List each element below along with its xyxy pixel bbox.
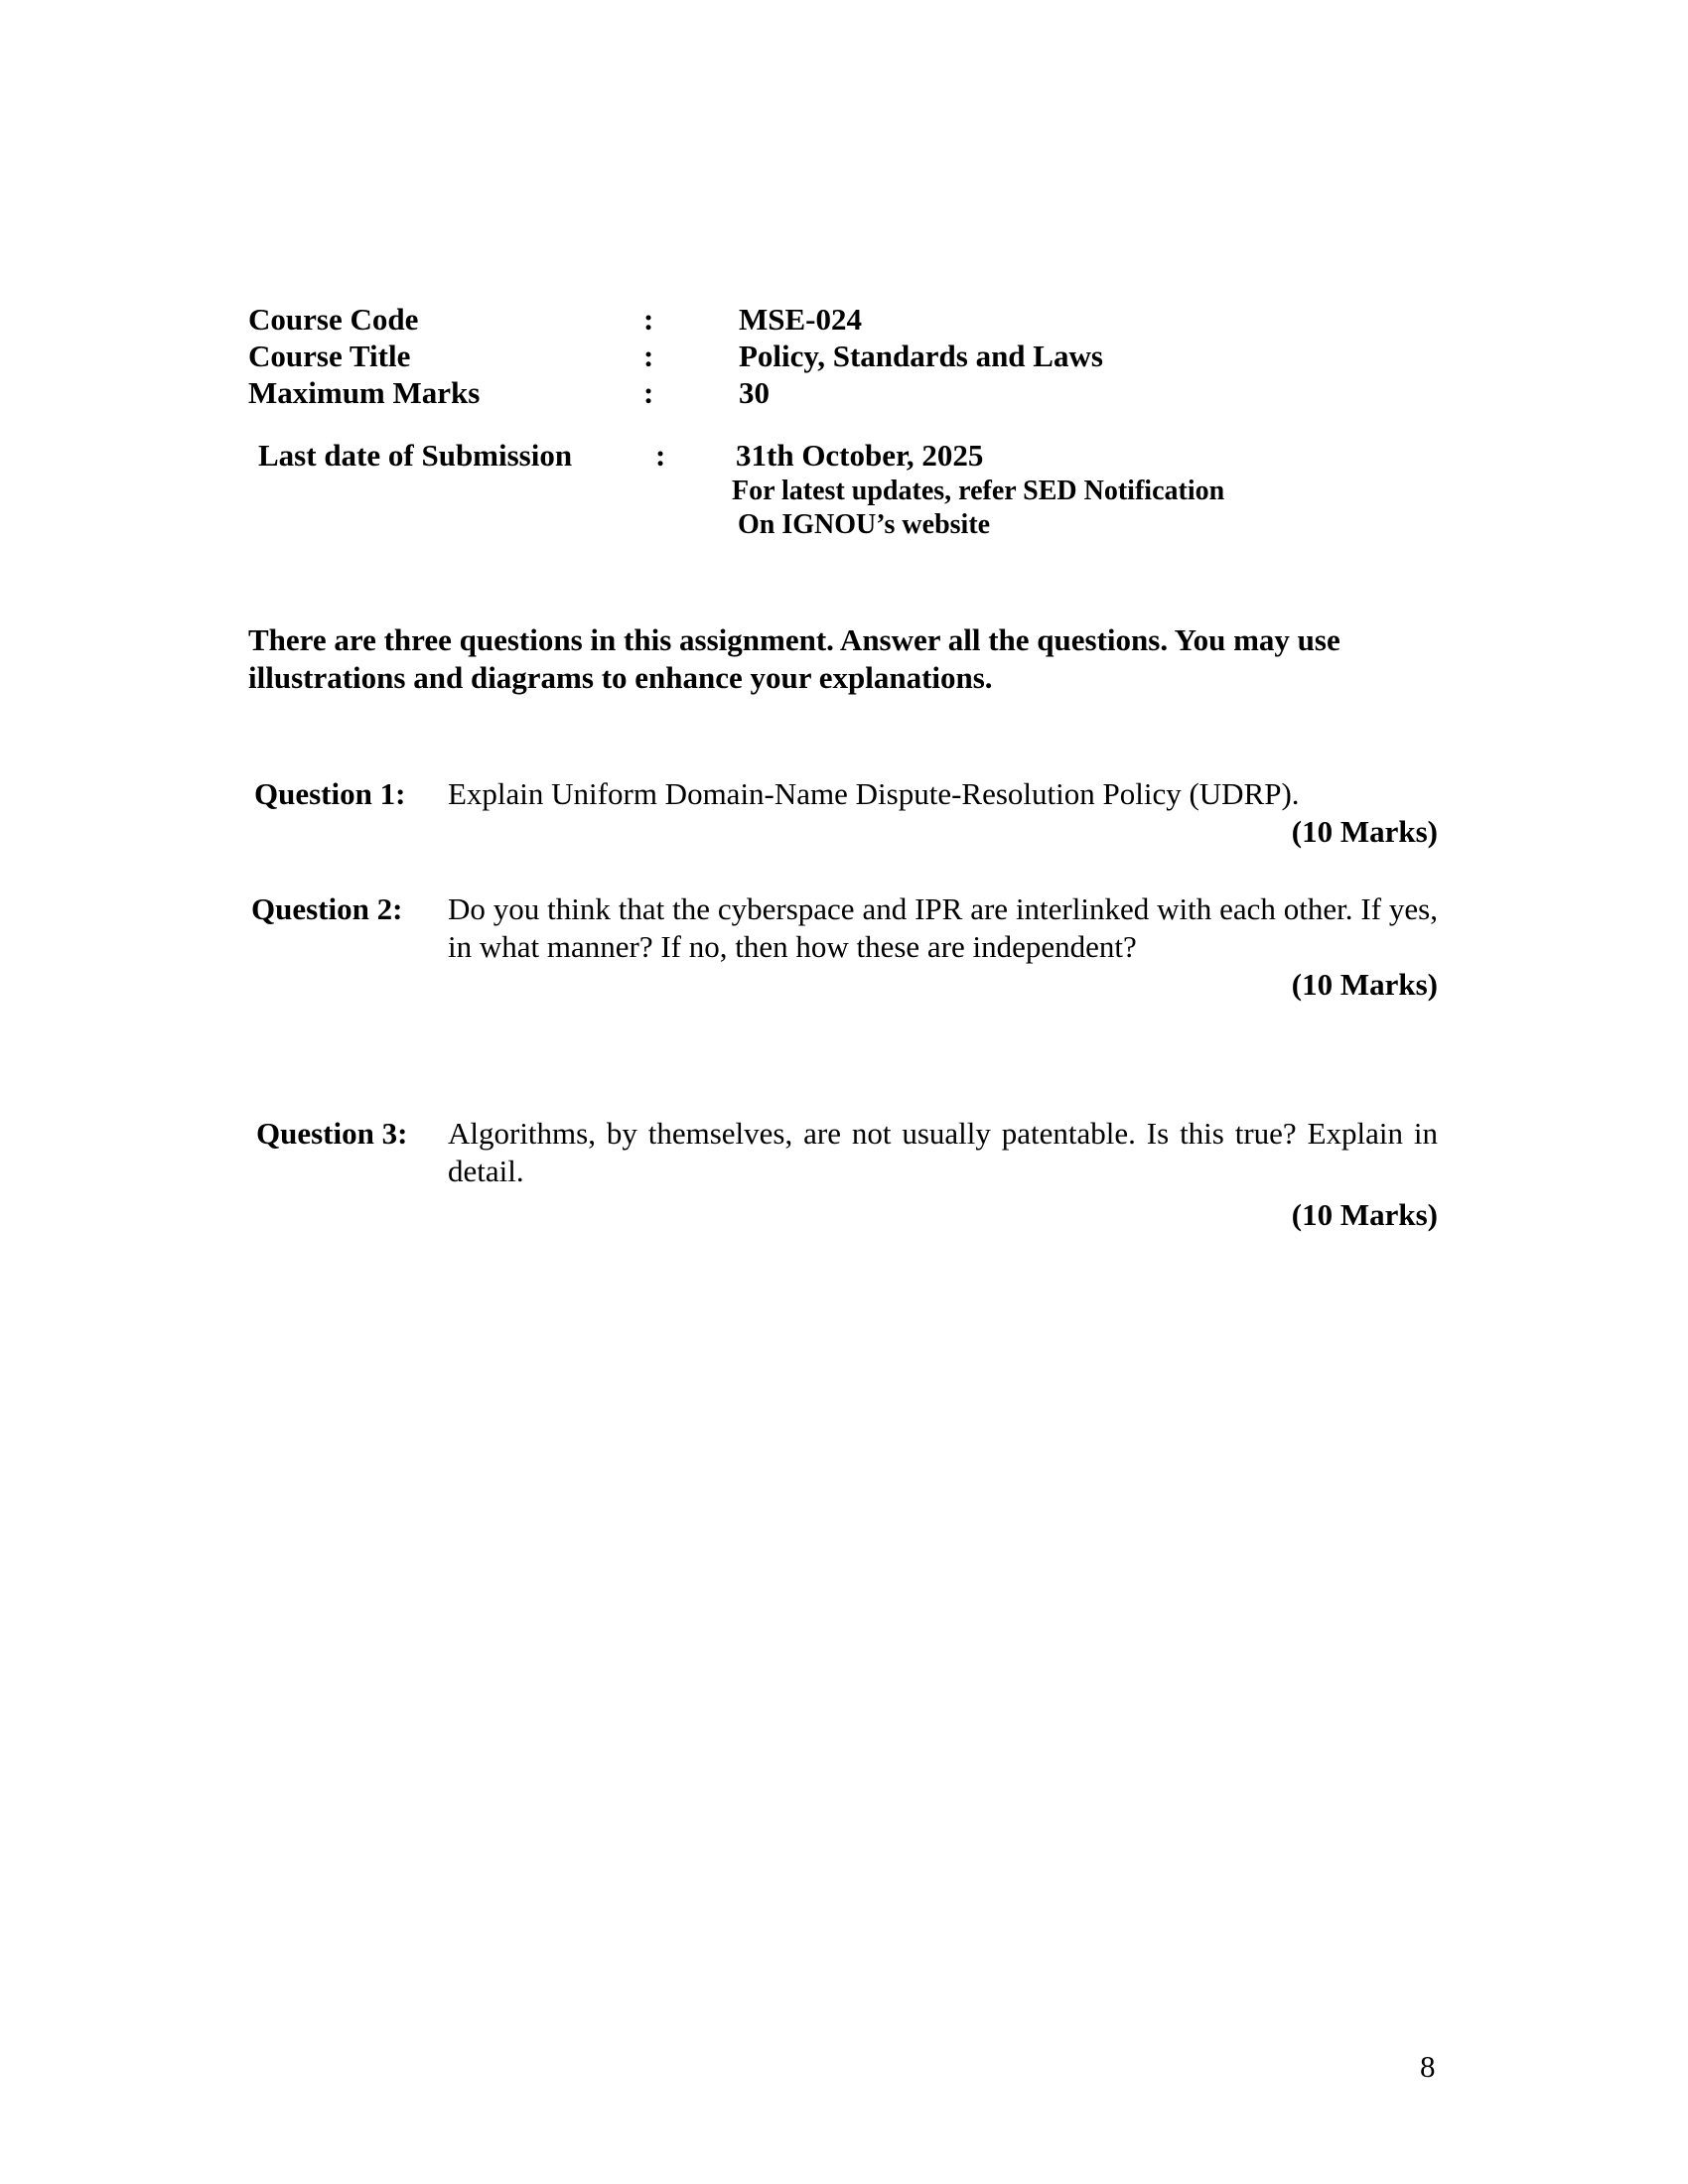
course-title-separator: : <box>643 339 654 373</box>
course-code-value: MSE-024 <box>739 302 862 337</box>
submission-date-separator: : <box>655 438 666 473</box>
submission-note-line-1: For latest updates, refer SED Notification <box>732 476 1225 506</box>
question-3-label: Question 3: <box>256 1116 408 1151</box>
course-title-label: Course Title <box>248 339 411 373</box>
maximum-marks-label: Maximum Marks <box>248 375 481 410</box>
submission-note-line-2: On IGNOU’s website <box>738 509 991 540</box>
course-code-separator: : <box>643 302 654 337</box>
maximum-marks-separator: : <box>643 375 654 410</box>
question-2-marks: (10 Marks) <box>1291 967 1438 1002</box>
maximum-marks-value: 30 <box>739 375 770 410</box>
question-1-label: Question 1: <box>254 776 406 811</box>
question-3-text: Algorithms, by themselves, are not usually patentable. Is this true? Explain in detail. <box>448 1116 1438 1188</box>
submission-date-label: Last date of Submission <box>258 438 573 473</box>
question-1-marks: (10 Marks) <box>1291 814 1438 849</box>
question-3-marks: (10 Marks) <box>1291 1197 1438 1232</box>
course-title-value: Policy, Standards and Laws <box>739 339 1103 373</box>
question-2-text: Do you think that the cyberspace and IPR are interlinked with each other. If yes, in what manner? If no, then how these are independent? <box>448 891 1438 964</box>
question-2-label: Question 2: <box>251 891 403 926</box>
course-code-label: Course Code <box>248 302 419 337</box>
question-1-text: Explain Uniform Domain-Name Dispute-Resolution Policy (UDRP). <box>448 776 1300 811</box>
page-number: 8 <box>1420 2049 1436 2084</box>
submission-date-value: 31th October, 2025 <box>736 438 984 473</box>
assignment-instructions: There are three questions in this assignment. Answer all the questions. You may use illustrations and diagrams to enhance your explanations. <box>248 622 1340 695</box>
